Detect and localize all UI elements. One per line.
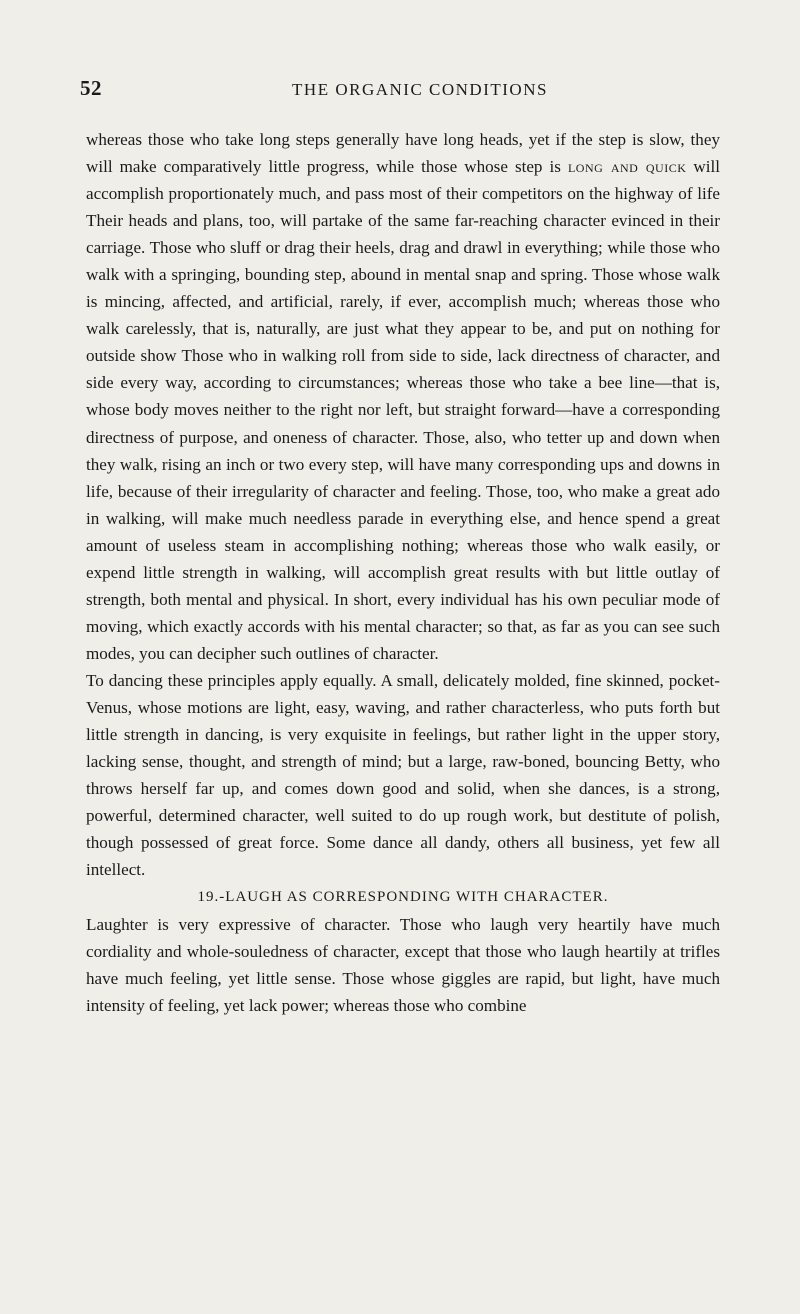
page-number: 52 (80, 76, 102, 100)
section-heading: 19.-LAUGH AS CORRESPONDING WITH CHARACTER. (197, 889, 609, 906)
paragraph-text: whereas those who take long steps generally have long heads, yet if the step is slow, they will make comparatively little progress, while those whose step is (86, 130, 720, 177)
emphasis-small-caps: long and quick (567, 157, 687, 177)
paragraph-text: will accomplish proportionately much, and pass most of their competitors on the highway of life Their heads and plans, too, will partake of the same far-reaching character evinced in their carriage. Those who sluff or drag their heels, drag and drawl in everything; while those who walk with a springing, bounding step, abound in mental snap and spring. Those whose walk is mincing, affected, and artificial, rarely, if ever, accomplish much; whereas those who walk carelessly, that is, naturally, are just what they appear to be, and put on nothing for outside show Those who in walking roll from side to side, lack directness of character, and side every way, according to circumstances; whereas those who take a bee line—that is, whose body moves neither to the right nor left, but straight forward—have a corresponding directness of purpose, and oneness of character. Those, also, who tetter up and down when they walk, rising an inch or two every step, will have many corresponding ups and downs in life, because of their irregularity of character and feeling. Those, too, who make a great ado in walking, will make much needless parade in everything else, and hence spend a great amount of useless steam in accomplishing nothing; whereas those who walk easily, or expend little strength in walking, will accomplish great results with but little outlay of strength, both mental and physical. In short, every individual has his own peculiar mode of moving, which exactly accords with his mental character; so that, as far as you can see such modes, you can decipher such outlines of character. (86, 157, 721, 663)
running-title: THE ORGANIC CONDITIONS (292, 80, 548, 99)
paragraph-dancing: To dancing these principles apply equally. A small, delicately molded, fine skinned, pocket-Venus, whose motions are light, easy, waving, and rather characterless, who puts forth but little strength in dancing, is very exquisite in feelings, but rather light in the upper story, lacking sense, thought, and strength of mind; but a large, raw-boned, bouncing Betty, who throws herself far up, and comes down good and solid, when she dances, is a strong, powerful, determined character, well suited to do up rough work, but destitute of polish, though possessed of great force. Some dance all dandy, others all business, yet few all intellect. (86, 670, 720, 880)
paragraph-laugh: Laughter is very expressive of character. Those who laugh very heartily have much cordiality and whole-souledness of character, except that those who laugh heartily at trifles have much feeling, yet little sense. Those whose giggles are rapid, but light, have much intensity of feeling, yet lack power; whereas those who combine (86, 915, 720, 1016)
paragraph-walking (86, 126, 720, 667)
body-text (86, 126, 720, 1020)
